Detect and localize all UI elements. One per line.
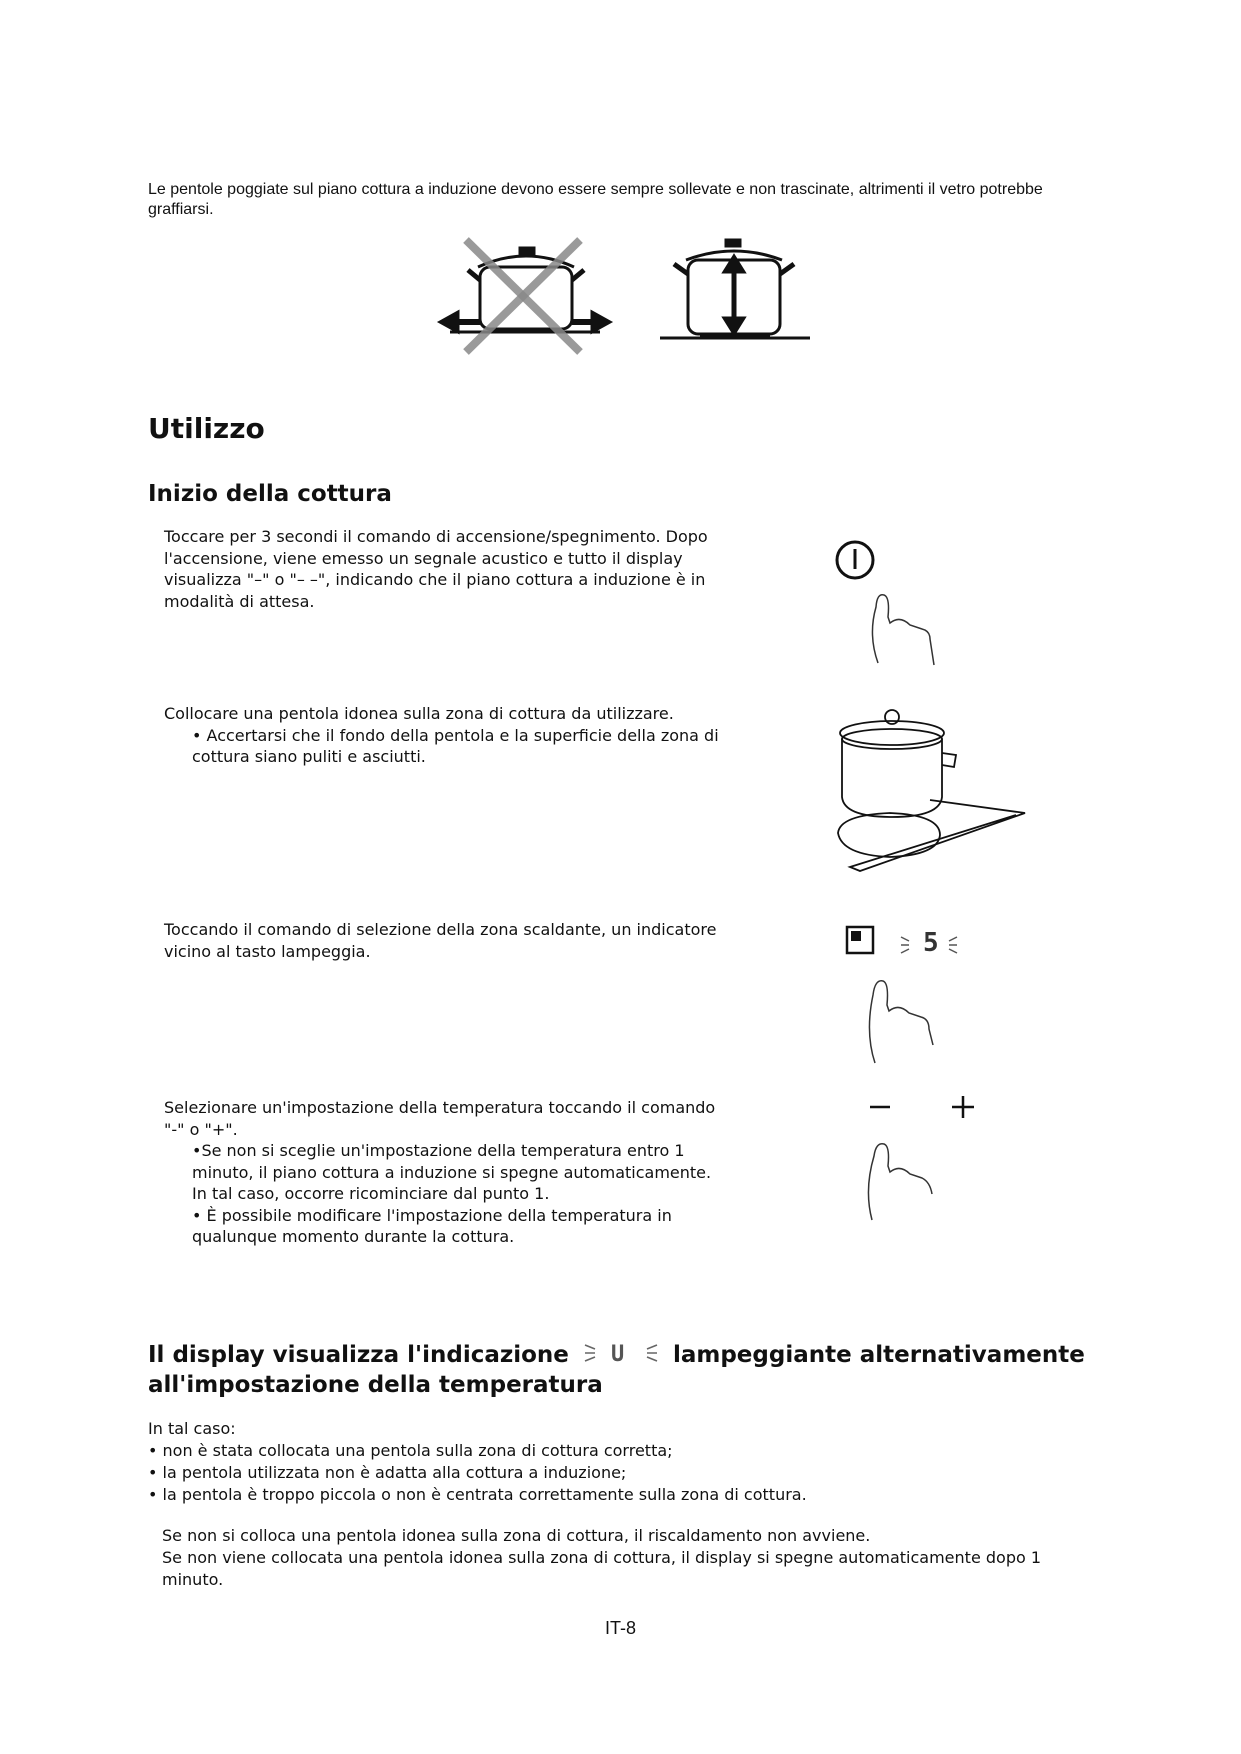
step-2-text-block	[164, 703, 724, 768]
step-2-bullet: • Accertarsi che il fondo della pentola e la superficie della zona di cottura siano puliti e asciutti.	[192, 725, 719, 766]
step-4-bullet-2: • È possibile modificare l'impostazione della temperatura in qualunque momento durante la cottura.	[192, 1205, 672, 1246]
display-heading-part-1: Il display visualizza l'indicazione	[148, 1342, 569, 1368]
temperature-controls-illustration	[860, 1090, 1000, 1230]
pot-on-zone-illustration	[830, 705, 1040, 875]
pot-drag-vs-lift-illustration	[440, 230, 820, 360]
cause-item: • la pentola è troppo piccola o non è centrata correttamente sulla zona di cottura.	[148, 1485, 807, 1504]
no-pot-symbol-glyph: U	[610, 1342, 625, 1367]
page-number: IT-8	[604, 1618, 636, 1638]
causes-list	[148, 1418, 807, 1506]
display-heading-part-2: lampeggiante alternativamente all'impostazione della temperatura	[148, 1342, 1085, 1398]
zone-display-digit: 5	[923, 928, 939, 958]
step-1-text: Toccare per 3 secondi il comando di accensione/spegnimento. Dopo l'accensione, viene emesso un segnale acustico e tutto il display visualizza "–" o "– –", indicando che il piano cottura a induzione è in modalità di attesa.	[164, 527, 708, 611]
pot-drag-prohibited-icon	[440, 240, 610, 352]
section-title: Utilizzo	[148, 412, 265, 445]
step-3-text-block	[164, 919, 724, 962]
pot-lift-allowed-icon	[660, 240, 810, 338]
plus-icon	[952, 1096, 974, 1118]
no-pot-symbol-icon	[581, 1341, 661, 1365]
finger-icon	[872, 595, 934, 665]
subsection-title: Inizio della cottura	[148, 481, 392, 507]
step-4-text-block	[164, 1097, 724, 1248]
finger-icon	[869, 981, 933, 1063]
zone-select-touch-illustration	[835, 915, 995, 1065]
step-1-text-block	[164, 526, 724, 612]
notes-block	[162, 1525, 1092, 1591]
finger-icon	[868, 1144, 932, 1220]
step-4-text: Selezionare un'impostazione della temperatura toccando il comando "-" o "+".	[164, 1098, 716, 1139]
intro-text: Le pentole poggiate sul piano cottura a induzione devono essere sempre sollevate e non trascinate, altrimenti il vetro potrebbe graffiarsi.	[148, 181, 1043, 218]
power-button-touch-illustration	[830, 535, 980, 665]
cause-item: • non è stata collocata una pentola sulla zona di cottura corretta;	[148, 1441, 673, 1460]
causes-lead: In tal caso:	[148, 1419, 236, 1438]
cause-item: • la pentola utilizzata non è adatta alla cottura a induzione;	[148, 1463, 627, 1482]
note-item: Se non viene collocata una pentola idonea sulla zona di cottura, il display si spegne automaticamente dopo 1 minuto.	[162, 1548, 1042, 1589]
step-4-bullet-1: •Se non si sceglie un'impostazione della temperatura entro 1 minuto, il piano cottura a induzione si spegne automaticamente. In tal caso, occorre ricominciare dal punto 1.	[192, 1141, 712, 1203]
note-item: Se non si colloca una pentola idonea sulla zona di cottura, il riscaldamento non avviene.	[162, 1526, 871, 1545]
display-indication-heading	[148, 1340, 1148, 1400]
step-2-text: Collocare una pentola idonea sulla zona di cottura da utilizzare.	[164, 704, 674, 723]
step-3-text: Toccando il comando di selezione della zona scaldante, un indicatore vicino al tasto lampeggia.	[164, 920, 717, 961]
